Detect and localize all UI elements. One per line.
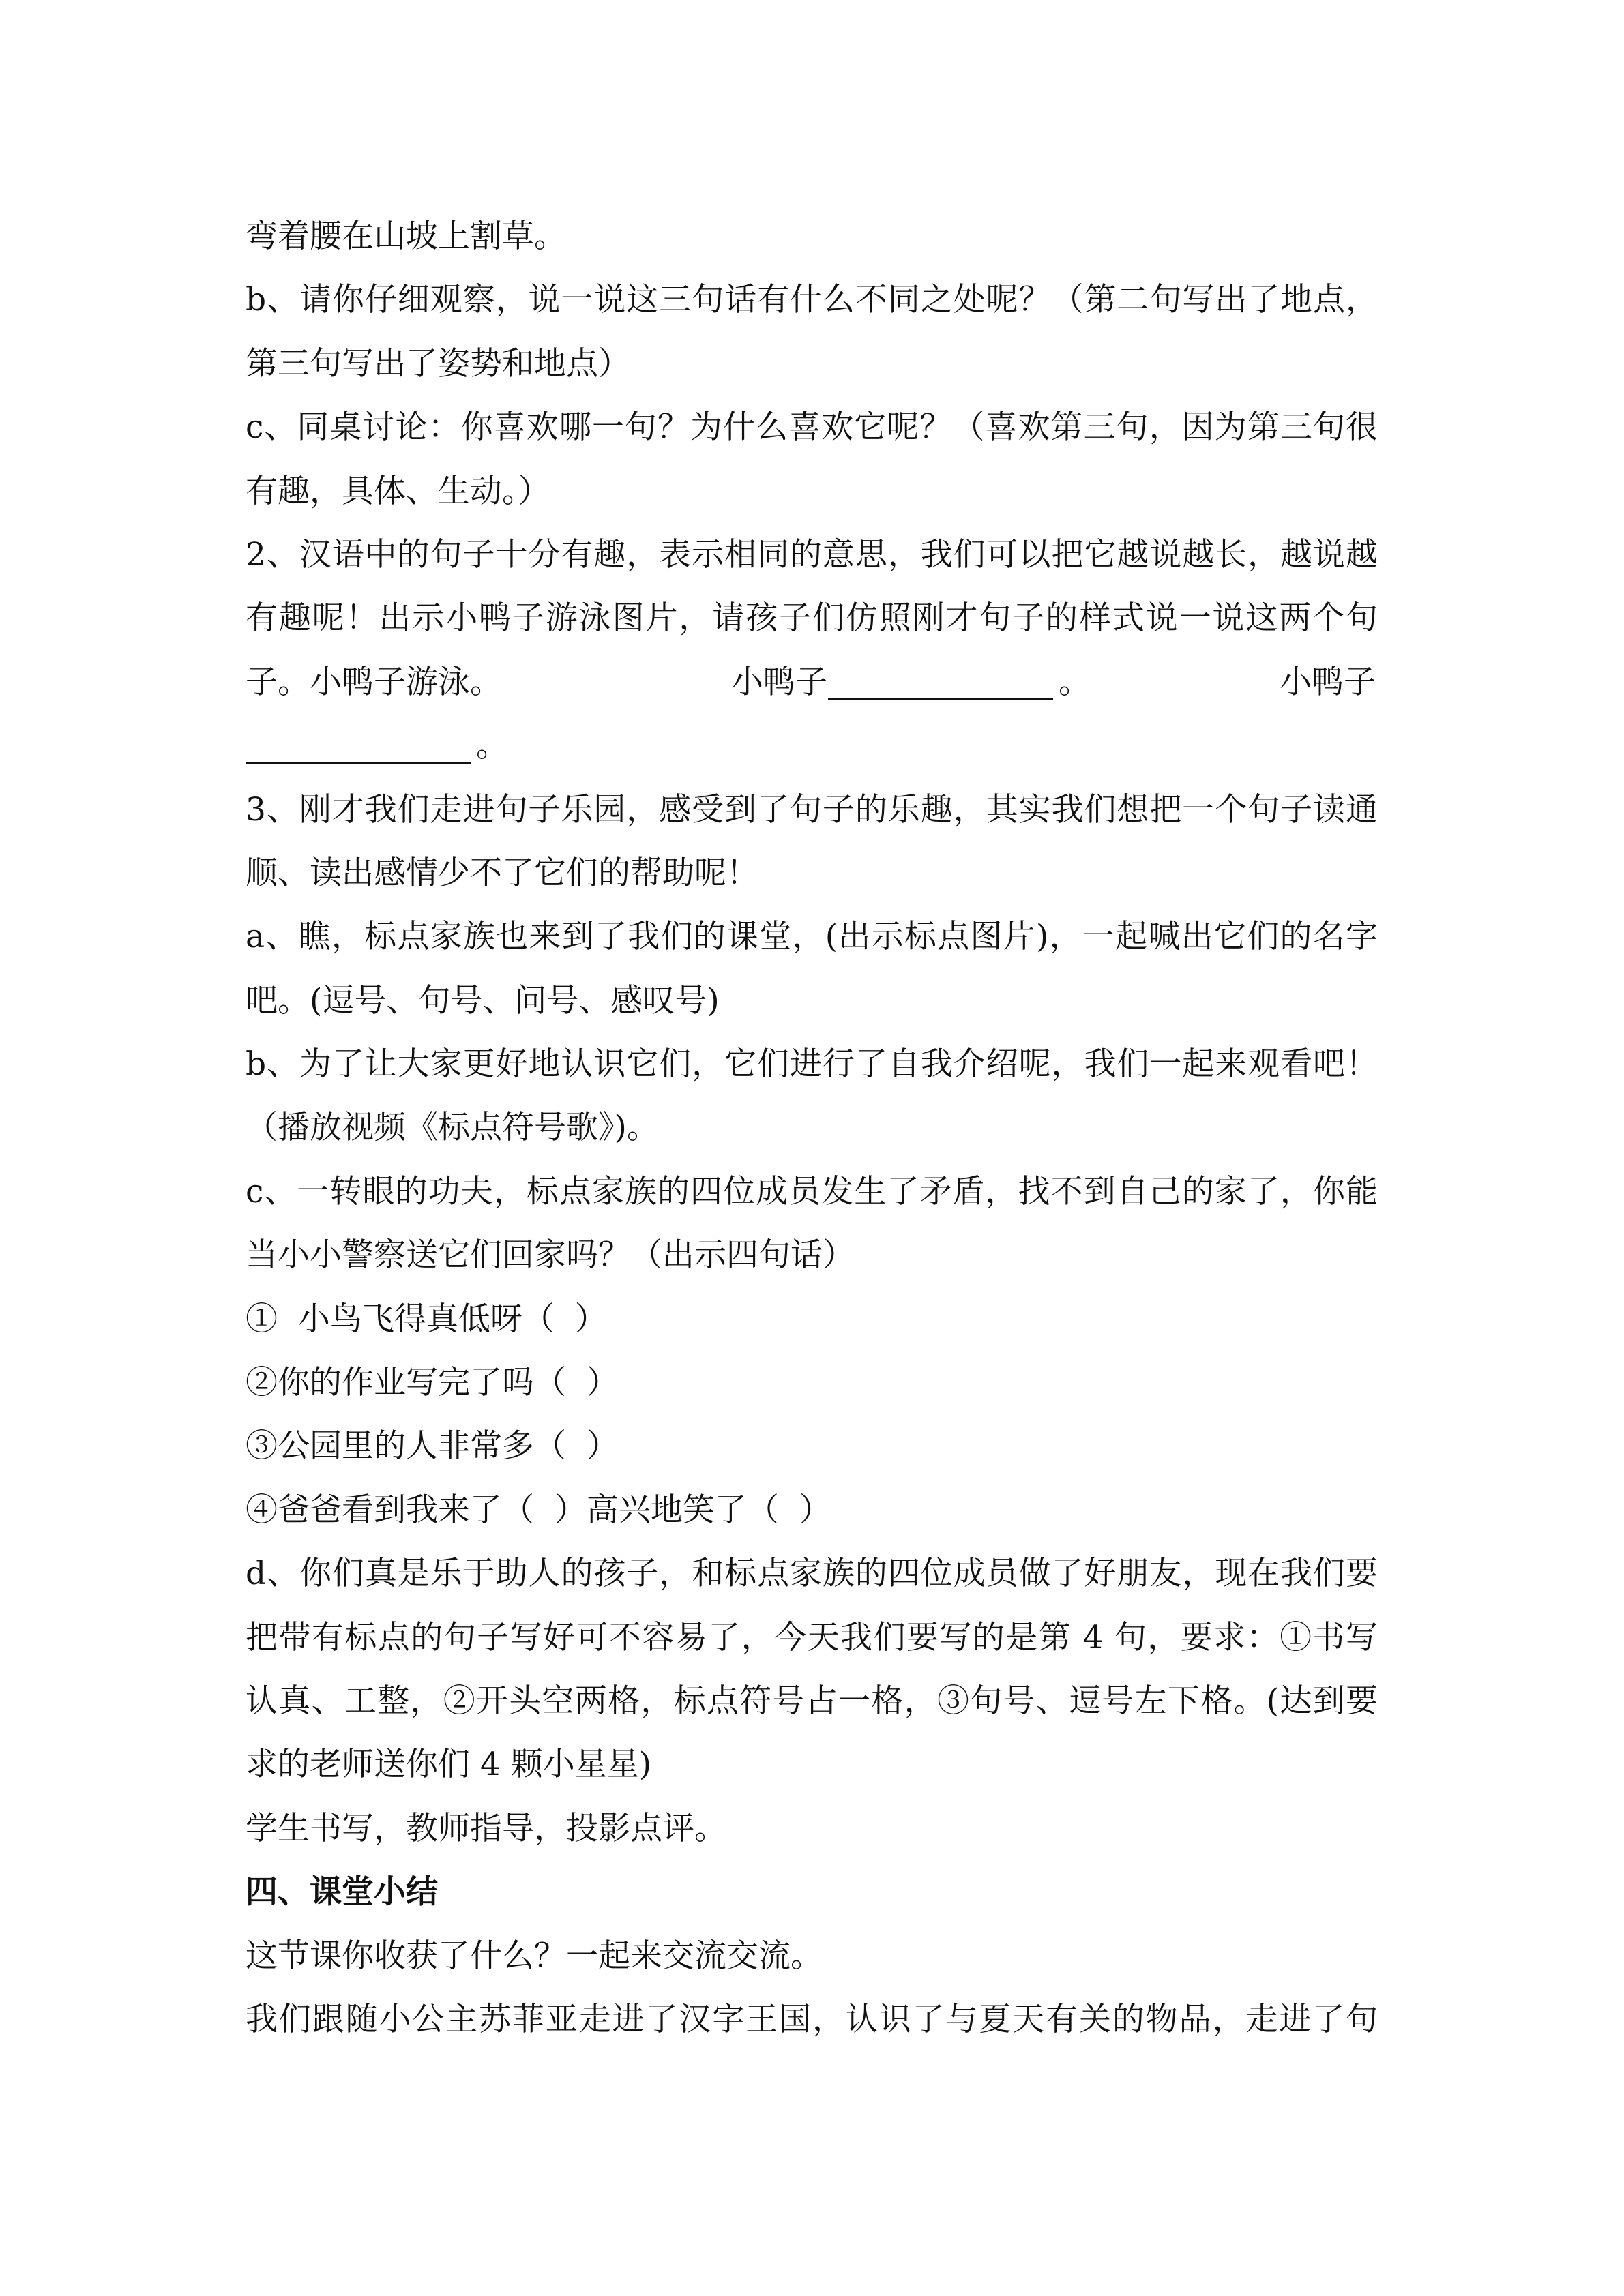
paragraph-line: 把带有标点的句子写好可不容易了，今天我们要写的是第 4 句，要求：①书写 [246,1618,1378,1656]
list-item: ① 小鸟飞得真低呀（ ） [246,1300,607,1338]
paragraph-line: d、你们真是乐于助人的孩子，和标点家族的四位成员做了好朋友，现在我们要 [246,1555,1378,1593]
paragraph-line: 这节课你收获了什么？一起来交流交流。 [246,1937,823,1975]
fill-in-blank [246,728,471,764]
paragraph-line: 顺、读出感情少不了它们的帮助呢！ [246,854,758,892]
fill-in-blank [828,664,1053,700]
paragraph-line: 求的老师送你们 4 颗小星星) [246,1746,652,1784]
paragraph-line: 吧。(逗号、句号、问号、感叹号) [246,981,720,1019]
fill-in-line: 。 [246,714,1378,777]
paragraph-line: c、同桌讨论：你喜欢哪一句？为什么喜欢它呢？（喜欢第三句，因为第三句很 [246,408,1378,447]
fill-in-line: 子。小鸭子游泳。 小鸭子 。 小鸭子 [246,663,1376,701]
list-item: ④爸爸看到我来了（ ）高兴地笑了（ ） [246,1491,831,1529]
paragraph-line: 有趣，具体、生动。） [246,472,550,510]
paragraph-line: 3、刚才我们走进句子乐园，感受到了句子的乐趣，其实我们想把一个句子读通 [246,790,1378,829]
paragraph-line: 第三句写出了姿势和地点） [246,344,630,383]
list-item: ③公园里的人非常多（ ） [246,1427,619,1465]
paragraph-line: b、为了让大家更好地认识它们，它们进行了自我介绍呢，我们一起来观看吧！ [246,1045,1378,1084]
paragraph-line: 认真、工整，②开头空两格，标点符号占一格，③句号、逗号左下格。(达到要 [246,1682,1378,1720]
paragraph-line: 有趣呢！出示小鸭子游泳图片，请孩子们仿照刚才句子的样式说一说这两个句 [246,599,1378,638]
paragraph-line: 弯着腰在山坡上割草。 [246,218,566,255]
paragraph-line: （播放视频《标点符号歌》)。 [246,1109,659,1147]
paragraph-line: c、一转眼的功夫，标点家族的四位成员发生了矛盾，找不到自己的家了，你能 [246,1172,1378,1210]
list-item: ②你的作业写完了吗（ ） [246,1364,619,1402]
paragraph-line: b、请你仔细观察，说一说这三句话有什么不同之处呢？（第二句写出了地点， [246,281,1378,319]
paragraph-line: a、瞧，标点家族也来到了我们的课堂，(出示标点图片)，一起喊出它们的名字 [246,918,1378,956]
document-body [246,205,1378,2051]
section-heading: 四、课堂小结 [246,1873,438,1911]
paragraph-line: 2、汉语中的句子十分有趣，表示相同的意思，我们可以把它越说越长，越说越 [246,535,1378,573]
paragraph-line: 当小小警察送它们回家吗？（出示四句话） [246,1236,855,1274]
paragraph-line: 学生书写，教师指导，投影点评。 [246,1809,726,1847]
paragraph-line: 我们跟随小公主苏菲亚走进了汉字王国，认识了与夏天有关的物品，走进了句 [246,2000,1378,2038]
